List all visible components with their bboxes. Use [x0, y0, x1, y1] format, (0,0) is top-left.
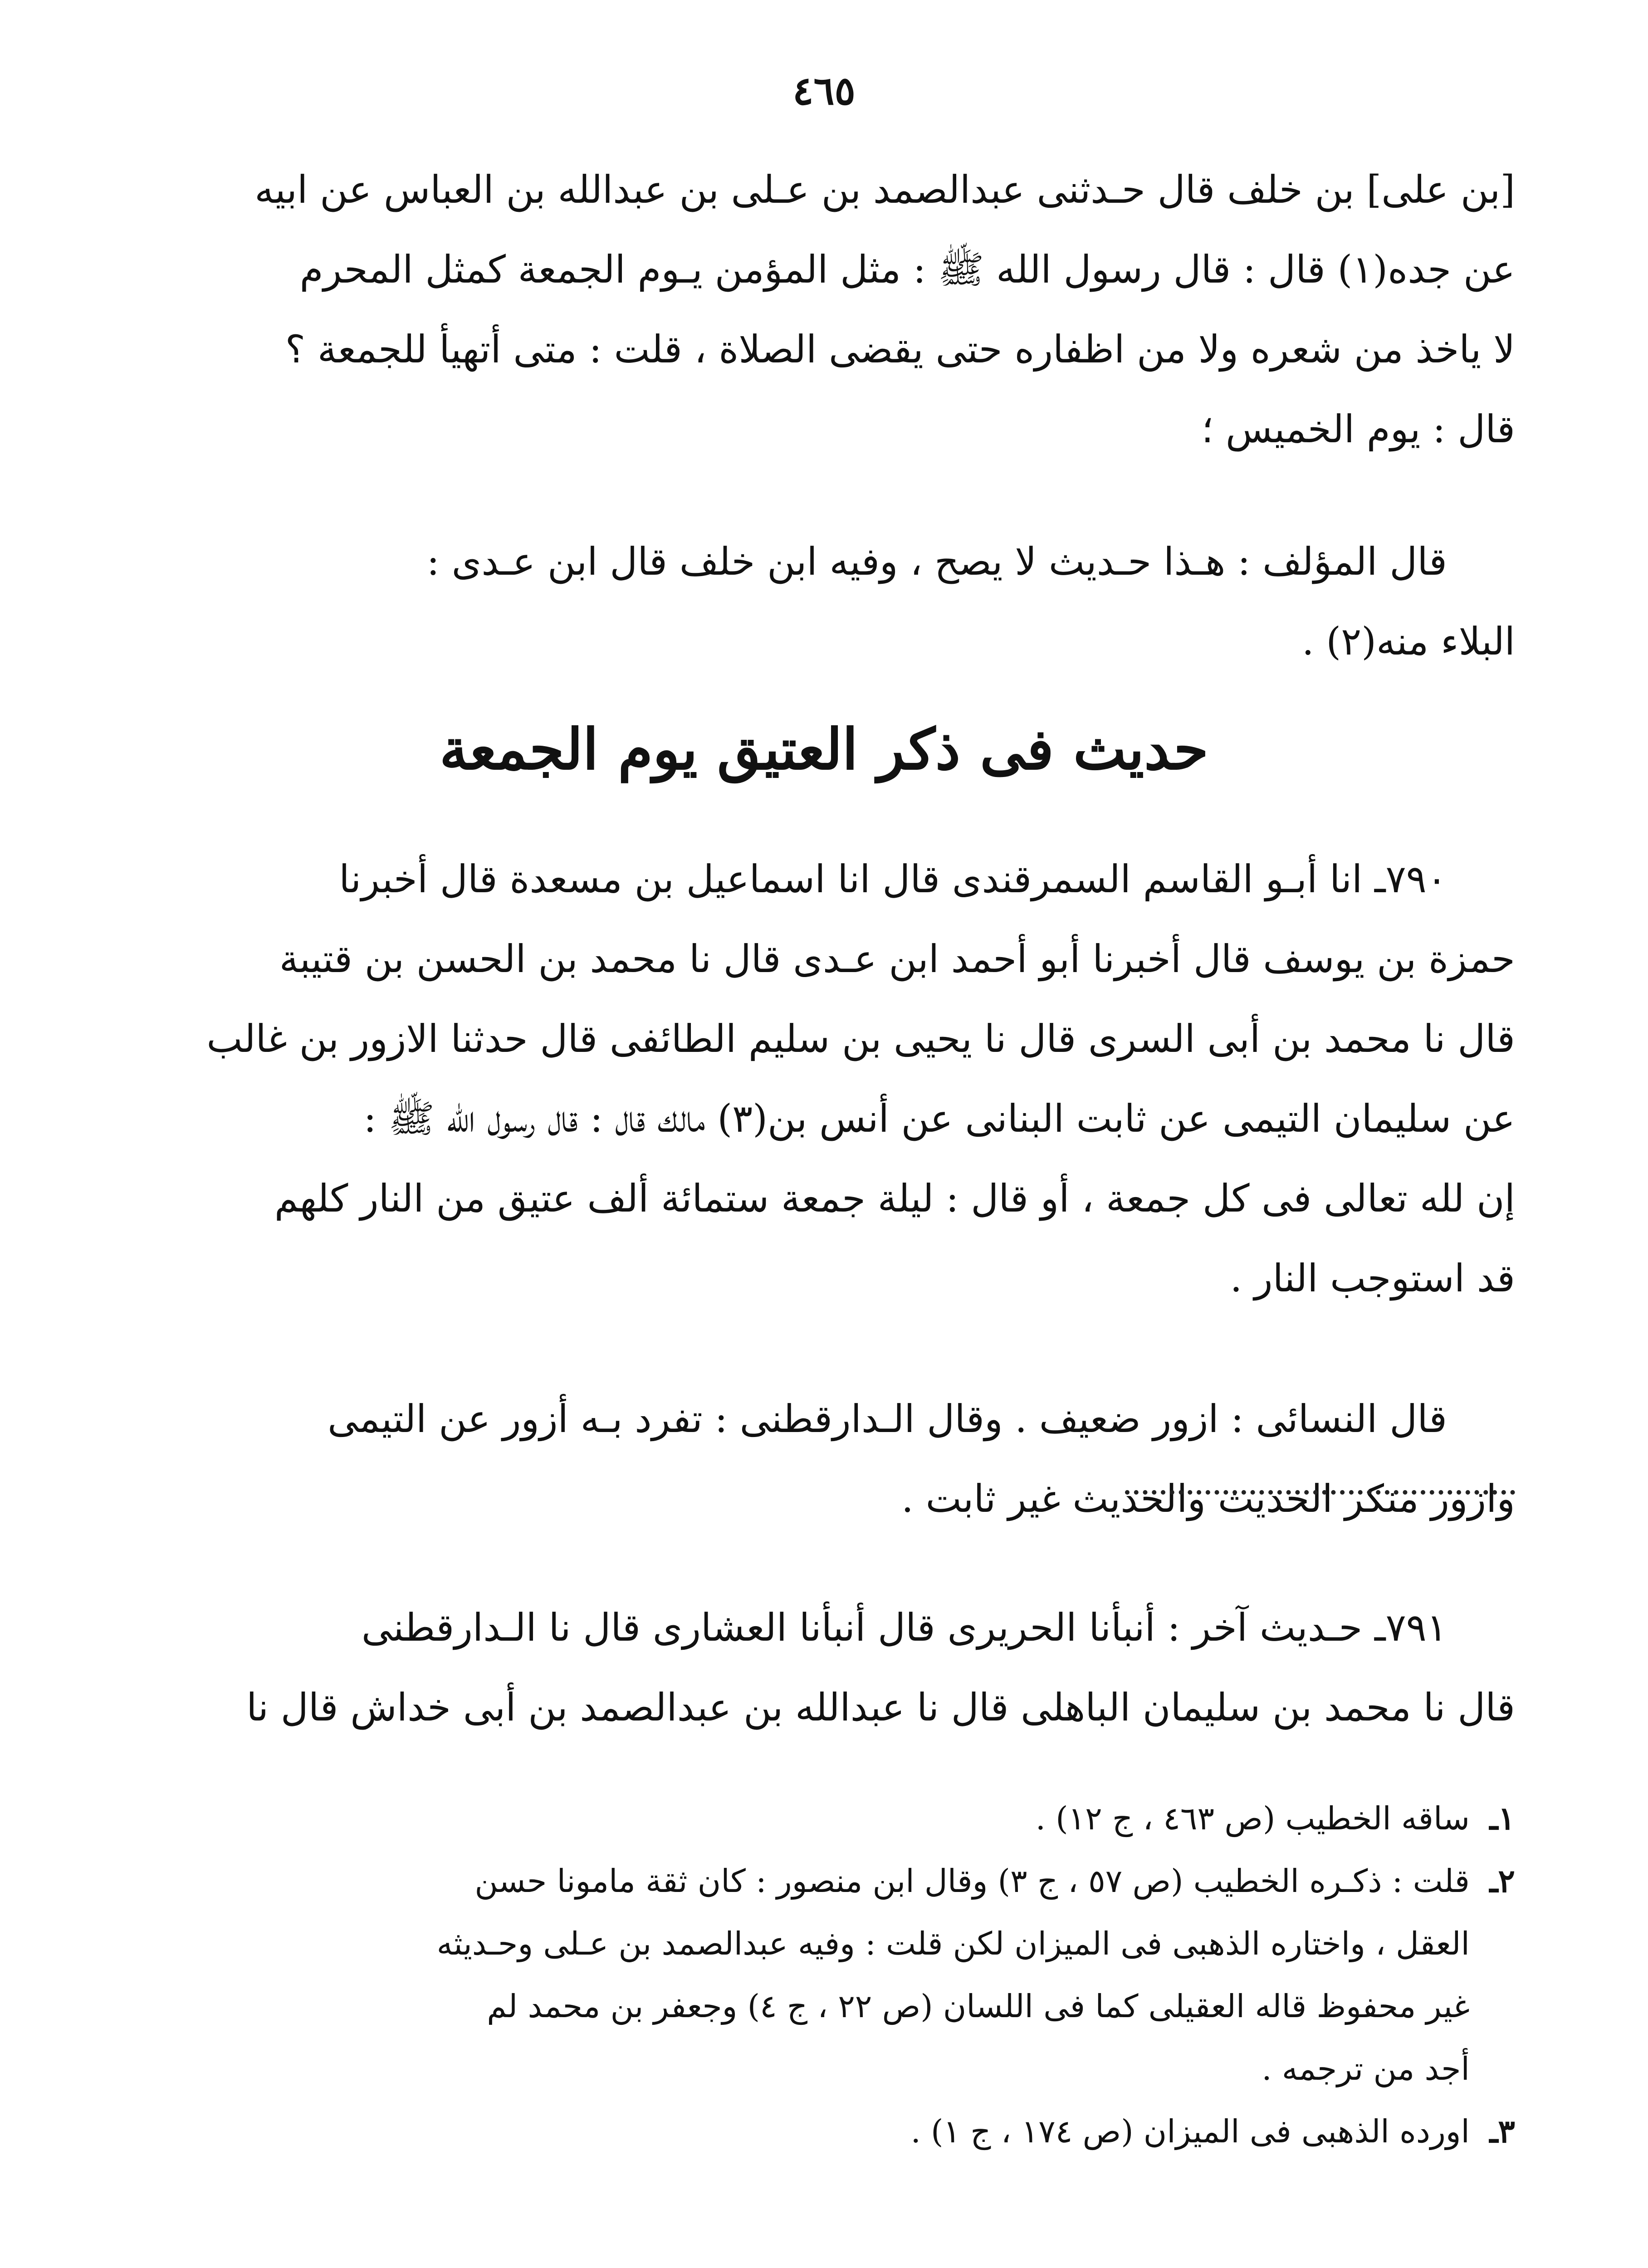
section-heading: حديث فى ذكر العتيق يوم الجمعة — [439, 717, 1209, 782]
footnote-number: ١ـ — [1488, 1799, 1515, 1837]
footnote-line: قلت : ذكـره الخطيب (ص ٥٧ ، ج ٣) وقال ابن منصور : كان ثقة مامونا حسن — [474, 1862, 1470, 1900]
text-line: إن لله تعالى فى كل جمعة ، أو قال : ليلة جمعة ستمائة ألف عتيق من النار كلهم — [274, 1176, 1515, 1221]
text-line: قد استوجب النار . — [1230, 1256, 1515, 1300]
footnote-line: غير محفوظ قاله العقيلى كما فى اللسان (ص ٢٢ ، ج ٤) وجعفر بن محمد لم — [487, 1988, 1470, 2025]
footnote-3 — [163, 2100, 1515, 2163]
text-line: قال نا محمد بن أبى السرى قال نا يحيى بن سليم الطائفى قال حدثنا الازور بن غالب — [206, 1017, 1515, 1061]
footnote-line: اورده الذهبى فى الميزان (ص ١٧٤ ، ج ١) . — [910, 2113, 1470, 2150]
footnote-line: أجد من ترجمه . — [1262, 2050, 1470, 2087]
footnote-2 — [163, 1850, 1515, 2100]
text-line: عن جده(١) قال : قال رسول الله ﷺ : مثل المؤمن يـوم الجمعة كمثل المحرم — [299, 247, 1515, 292]
footnotes — [163, 1787, 1515, 2163]
text-line: ٧٩١ـ حـديث آخر : أنبأنا الحريرى قال أنبأنا العشارى قال نا الـدارقطنى — [361, 1605, 1447, 1650]
text-line: وازور منكر الحديث والحديث غير ثابت . — [901, 1476, 1515, 1521]
text-line: لا ياخذ من شعره ولا من اظفاره حتى يقضى الصلاة ، قلت : متى أتهيأ للجمعة ؟ — [285, 327, 1515, 371]
text-line: عن سليمان التيمى عن ثابت البنانى عن أنس بن(٣) مالك قال : قال رسول الله ﷺ : — [363, 1096, 1515, 1141]
text-line: قال نا محمد بن سليمان الباهلى قال نا عبدالله بن عبدالصمد بن أبى خداش قال نا — [246, 1685, 1515, 1730]
footnote-separator — [1125, 1490, 1515, 1495]
hadith-791-paragraph — [163, 1588, 1515, 1747]
footnote-line: العقل ، واختاره الذهبى فى الميزان لكن قلت : وفيه عبدالصمد بن عـلى وحـديثه — [436, 1925, 1470, 1962]
author-note-paragraph — [163, 522, 1515, 681]
footnote-number: ٢ـ — [1488, 1862, 1515, 1900]
page-number: ٤٦٥ — [792, 68, 856, 114]
footnote-1 — [163, 1787, 1515, 1850]
text-line: قال المؤلف : هـذا حـديث لا يصح ، وفيه ابن خلف قال ابن عـدى : — [426, 539, 1447, 584]
nasai-note-paragraph — [163, 1379, 1515, 1539]
footnote-line: ساقه الخطيب (ص ٤٦٣ ، ج ١٢) . — [1035, 1800, 1470, 1837]
text-line: ٧٩٠ـ انا أبـو القاسم السمرقندى قال انا اسماعيل بن مسعدة قال أخبرنا — [339, 857, 1447, 901]
text-line: قال النسائى : ازور ضعيف . وقال الـدارقطنى : تفرد بـه أزور عن التيمى — [328, 1397, 1447, 1441]
hadith-790-paragraph — [163, 839, 1515, 1318]
text-line: البلاء منه(٢) . — [1301, 619, 1515, 664]
footnote-number: ٣ـ — [1488, 2112, 1515, 2150]
intro-paragraph — [163, 150, 1515, 469]
text-line: [بن على] بن خلف قال حـدثنى عبدالصمد بن عـلى بن عبدالله بن العباس عن ابيه — [254, 167, 1515, 212]
text-line: حمزة بن يوسف قال أخبرنا أبو أحمد ابن عـدى قال نا محمد بن الحسن بن قتيبة — [279, 937, 1515, 981]
text-line: قال : يوم الخميس ؛ — [1201, 407, 1515, 451]
